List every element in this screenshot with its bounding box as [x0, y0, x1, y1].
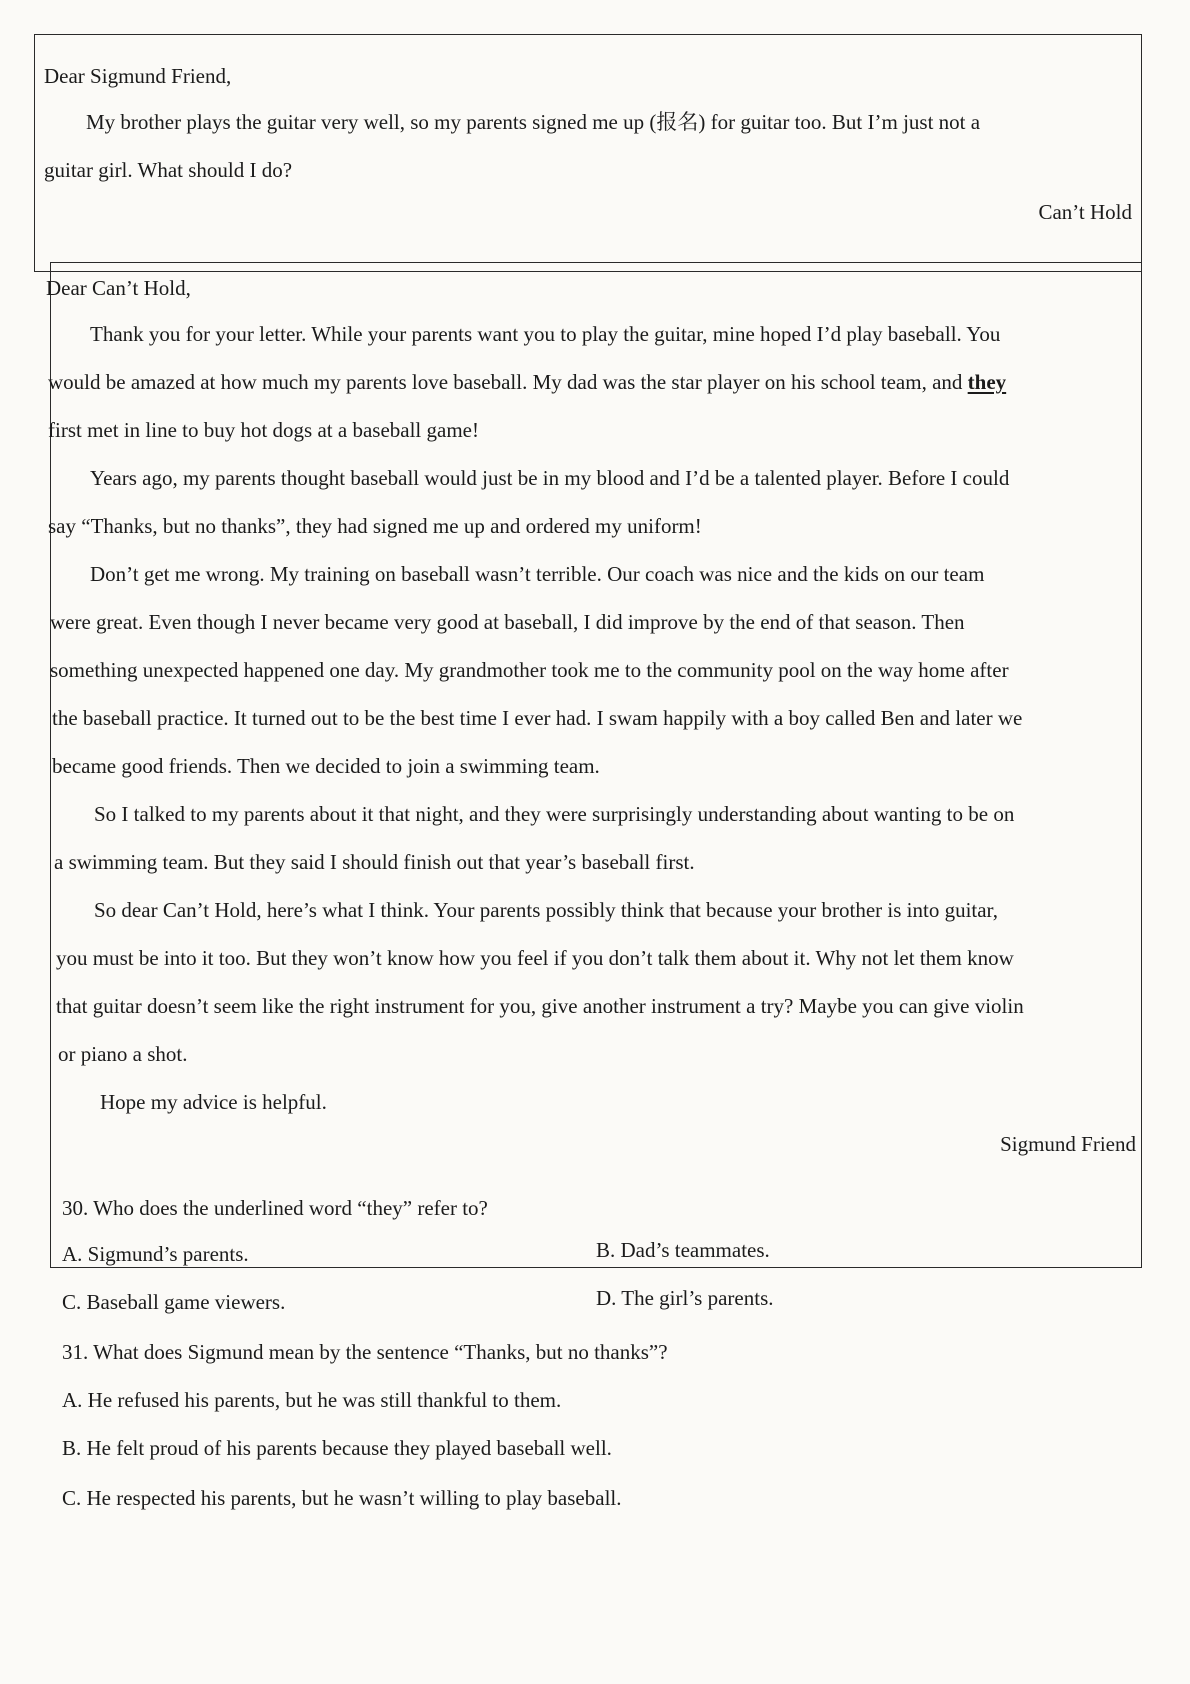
- question-30-option-d[interactable]: D. The girl’s parents.: [596, 1286, 774, 1310]
- letter1-body-line: guitar girl. What should I do?: [44, 158, 293, 182]
- question-30-option-b[interactable]: B. Dad’s teammates.: [596, 1238, 770, 1262]
- letter2-body-line: or piano a shot.: [58, 1042, 188, 1066]
- letter2-body-line: first met in line to buy hot dogs at a baseball game!: [48, 418, 479, 442]
- letter2-text: would be amazed at how much my parents love baseball. My dad was the star player on his school team, and: [48, 370, 968, 394]
- letter2-body-line: something unexpected happened one day. My grandmother took me to the community pool on the way home after: [50, 658, 1009, 682]
- letter2-closing: Hope my advice is helpful.: [100, 1090, 327, 1114]
- letter2-body-line: became good friends. Then we decided to join a swimming team.: [52, 754, 600, 778]
- letter2-body-line: were great. Even though I never became very good at baseball, I did improve by the end of that season. Then: [50, 610, 965, 634]
- letter2-body-line: Years ago, my parents thought baseball would just be in my blood and I’d be a talented player. Before I could: [90, 466, 1010, 490]
- question-30-stem: 30. Who does the underlined word “they” refer to?: [62, 1196, 488, 1220]
- letter2-body-line: the baseball practice. It turned out to be the best time I ever had. I swam happily with a boy called Ben and later we: [52, 706, 1023, 730]
- letter1-body-line: My brother plays the guitar very well, so my parents signed me up (报名) for guitar too. But I’m just not a: [86, 110, 981, 134]
- question-31-stem: 31. What does Sigmund mean by the sentence “Thanks, but no thanks”?: [62, 1340, 668, 1364]
- letter2-body-line: [48, 368, 1006, 396]
- letter2-body-line: you must be into it too. But they won’t know how you feel if you don’t talk them about it. Why not let them know: [56, 946, 1014, 970]
- question-31-option-c[interactable]: C. He respected his parents, but he wasn’t willing to play baseball.: [62, 1486, 622, 1510]
- letter1-salutation: Dear Sigmund Friend,: [44, 64, 232, 88]
- question-30-option-c[interactable]: C. Baseball game viewers.: [62, 1290, 286, 1314]
- letter2-body-line: Don’t get me wrong. My training on baseball wasn’t terrible. Our coach was nice and the kids on our team: [90, 562, 985, 586]
- letter2-signature: Sigmund Friend: [1000, 1132, 1136, 1156]
- question-30-option-a[interactable]: A. Sigmund’s parents.: [62, 1242, 249, 1266]
- question-31-option-b[interactable]: B. He felt proud of his parents because they played baseball well.: [62, 1436, 612, 1460]
- letter2-body-line: Thank you for your letter. While your parents want you to play the guitar, mine hoped I’d play baseball. You: [90, 322, 1001, 346]
- letter1-signature: Can’t Hold: [1038, 200, 1132, 224]
- letter2-body-line: a swimming team. But they said I should finish out that year’s baseball first.: [54, 850, 695, 874]
- letter2-salutation: Dear Can’t Hold,: [46, 276, 191, 300]
- letter2-body-line: that guitar doesn’t seem like the right instrument for you, give another instrument a try? Maybe you can give violin: [56, 994, 1024, 1018]
- underlined-word: they: [967, 370, 1007, 394]
- question-31-option-a[interactable]: A. He refused his parents, but he was still thankful to them.: [62, 1388, 562, 1412]
- letter2-body-line: So I talked to my parents about it that night, and they were surprisingly understanding about wanting to be on: [94, 802, 1015, 826]
- letter2-body-line: So dear Can’t Hold, here’s what I think. Your parents possibly think that because your brother is into guitar,: [94, 898, 998, 922]
- letter2-body-line: say “Thanks, but no thanks”, they had signed me up and ordered my uniform!: [48, 514, 702, 538]
